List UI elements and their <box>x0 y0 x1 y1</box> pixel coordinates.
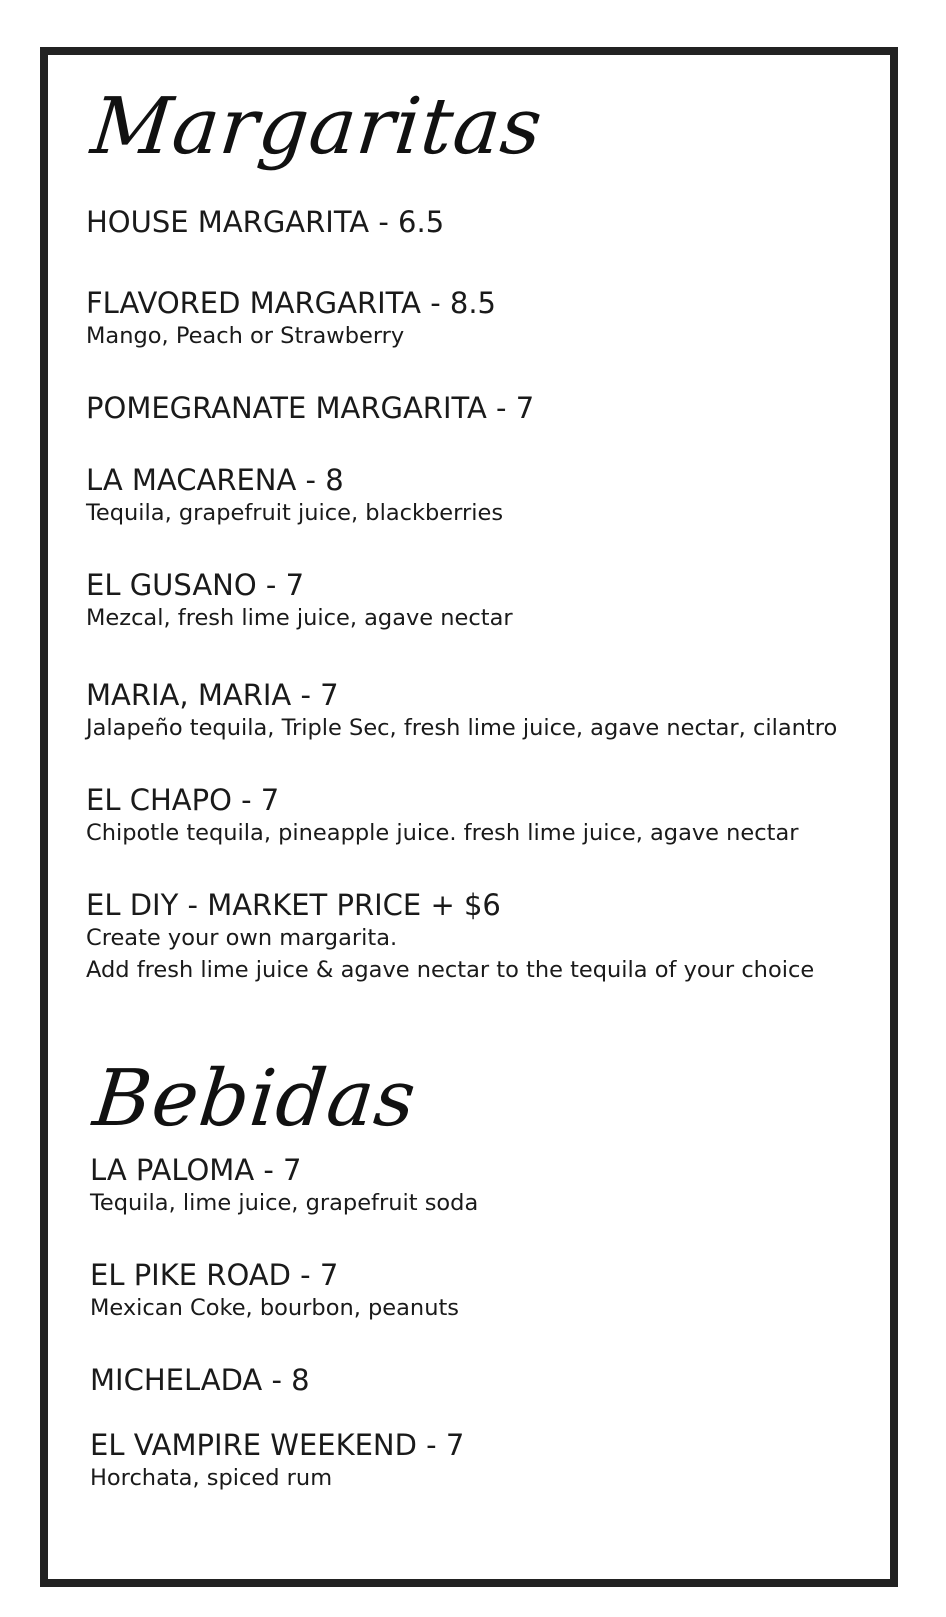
item-name: EL DIY - MARKET PRICE + $6 <box>86 888 501 922</box>
menu-item-la-paloma <box>90 1153 478 1219</box>
menu-item-flavored-margarita <box>86 286 496 352</box>
item-description: Mexican Coke, bourbon, peanuts <box>90 1295 459 1321</box>
item-description-line-2: Add fresh lime juice & agave nectar to the tequila of your choice <box>86 957 815 983</box>
item-description: Mezcal, fresh lime juice, agave nectar <box>86 605 513 631</box>
menu-item-el-gusano <box>86 568 513 634</box>
menu-item-michelada <box>90 1363 310 1397</box>
item-name: FLAVORED MARGARITA - 8.5 <box>86 286 497 320</box>
menu-item-la-macarena <box>86 463 503 529</box>
item-name: EL CHAPO - 7 <box>86 783 280 817</box>
item-description: Tequila, lime juice, grapefruit soda <box>90 1190 479 1216</box>
item-description: Jalapeño tequila, Triple Sec, fresh lime juice, agave nectar, cilantro <box>86 715 838 741</box>
menu-item-pomegranate-margarita <box>86 391 534 425</box>
menu-item-el-pike-road <box>90 1258 459 1324</box>
item-name: EL PIKE ROAD - 7 <box>90 1258 339 1292</box>
menu-item-el-vampire-weekend <box>90 1428 464 1494</box>
item-name: HOUSE MARGARITA - 6.5 <box>86 205 445 239</box>
item-description: Tequila, grapefruit juice, blackberries <box>86 500 504 526</box>
menu-item-maria-maria <box>86 678 837 744</box>
section-title-bebidas: Bebidas <box>89 1054 421 1144</box>
item-name: MARIA, MARIA - 7 <box>86 678 339 712</box>
item-description: Chipotle tequila, pineapple juice. fresh lime juice, agave nectar <box>86 820 799 846</box>
item-description: Horchata, spiced rum <box>90 1465 333 1491</box>
item-name: LA MACARENA - 8 <box>86 463 344 497</box>
item-name: POMEGRANATE MARGARITA - 7 <box>86 391 535 425</box>
item-name: EL GUSANO - 7 <box>86 568 305 602</box>
item-description: Create your own margarita. <box>86 925 398 951</box>
section-title-margaritas: Margaritas <box>87 82 547 172</box>
item-name: MICHELADA - 8 <box>90 1363 310 1397</box>
item-name: LA PALOMA - 7 <box>90 1153 302 1187</box>
item-name: EL VAMPIRE WEEKEND - 7 <box>90 1428 465 1462</box>
menu-item-el-diy <box>86 888 814 986</box>
menu-item-house-margarita <box>86 205 444 239</box>
menu-item-el-chapo <box>86 783 799 849</box>
item-description: Mango, Peach or Strawberry <box>86 323 405 349</box>
